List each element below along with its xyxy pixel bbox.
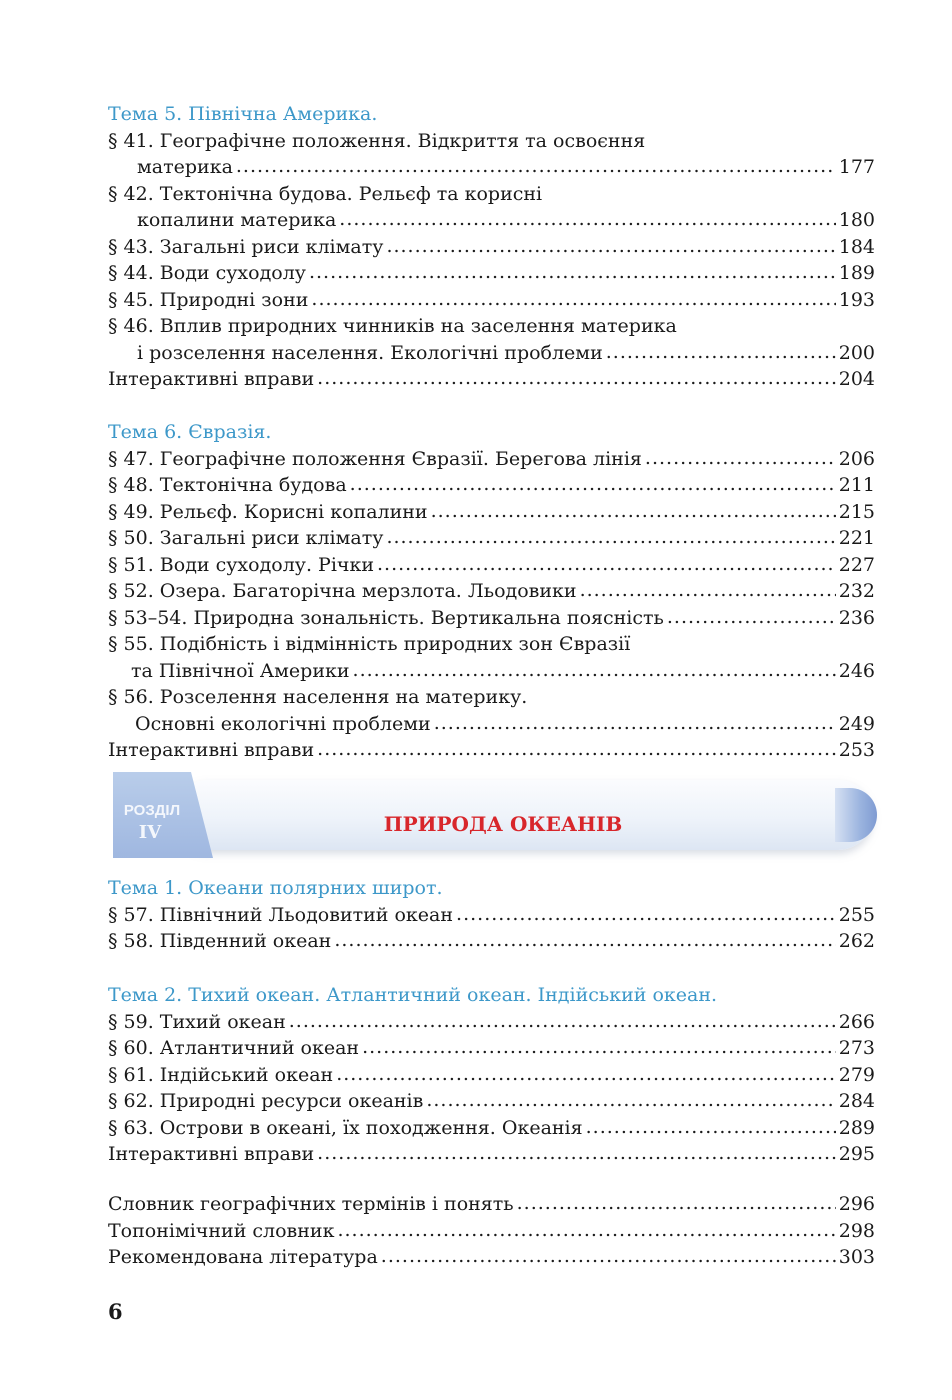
toc-entry-line[interactable] xyxy=(108,260,875,287)
leader-dots xyxy=(645,445,836,472)
entry-title: Словник географічних термінів і понять xyxy=(108,1193,514,1215)
toc-entry-line[interactable] xyxy=(108,631,875,658)
toc-entry-line[interactable] xyxy=(108,1191,875,1218)
toc-entry-line[interactable] xyxy=(108,605,875,632)
leader-dots xyxy=(377,551,836,578)
page-ref: 298 xyxy=(838,1219,875,1242)
leader-dots xyxy=(353,657,836,684)
entry-title-cont: і розселення населення. Екологічні проблеми xyxy=(137,341,603,364)
entry-title: § 58. Південний океан xyxy=(108,930,332,952)
page-ref: 221 xyxy=(838,527,875,549)
toc-entry-line[interactable] xyxy=(108,1062,875,1089)
page-ref: 236 xyxy=(838,606,875,629)
page-ref: 253 xyxy=(838,739,875,761)
leader-dots xyxy=(334,927,835,954)
page-ref: 189 xyxy=(838,262,875,284)
leader-dots xyxy=(667,604,836,631)
entry-title: § 44. Води суходолу xyxy=(108,262,306,284)
page-ref: 262 xyxy=(838,930,875,952)
leader-dots xyxy=(580,577,836,604)
toc-entry-line[interactable] xyxy=(108,1244,875,1271)
toc-entry-line[interactable] xyxy=(108,181,875,208)
entry-title: § 47. Географічне положення Євразії. Берегова лінія xyxy=(108,447,642,470)
page-ref: 193 xyxy=(838,288,875,311)
leader-dots xyxy=(350,471,836,498)
entry-title: § 42. Тектонічна будова. Рельєф та корисні xyxy=(108,182,543,205)
toc-entry-line[interactable] xyxy=(108,578,875,605)
toc-entry-line[interactable] xyxy=(108,499,875,526)
leader-dots xyxy=(434,710,836,737)
toc-entry-line[interactable] xyxy=(108,552,875,579)
section-banner xyxy=(113,772,903,867)
leader-dots xyxy=(289,1008,836,1035)
toc-entry-line[interactable] xyxy=(108,737,875,764)
page-ref: 255 xyxy=(838,903,875,926)
page-ref: 215 xyxy=(838,500,875,523)
page-ref: 284 xyxy=(838,1090,875,1112)
entry-title-cont: та Північної Америки xyxy=(131,659,350,682)
entry-title: Інтерактивні вправи xyxy=(108,368,315,390)
toc-entry-line[interactable] xyxy=(108,928,875,955)
leader-dots xyxy=(311,286,835,313)
entry-title-cont: Основні екологічні проблеми xyxy=(135,712,431,735)
page-ref: 177 xyxy=(838,156,875,178)
leader-dots xyxy=(431,498,836,525)
page-ref: 206 xyxy=(838,447,875,470)
toc-entry-line[interactable] xyxy=(108,711,875,738)
page-ref: 211 xyxy=(838,474,875,496)
entry-title: § 55. Подібність і відмінність природних зон Євразії xyxy=(108,633,631,655)
entry-title: § 41. Географічне положення. Відкриття та освоєння xyxy=(108,129,646,152)
entry-title: § 63. Острови в океані, їх походження. Океанія xyxy=(108,1116,583,1139)
page-ref: 184 xyxy=(838,235,875,258)
toc-entry-line[interactable] xyxy=(108,658,875,685)
entry-title: § 59. Тихий океан xyxy=(108,1010,286,1033)
topic-1-block xyxy=(108,875,875,955)
leader-dots xyxy=(317,1140,836,1167)
page-ref: 296 xyxy=(838,1193,875,1215)
entry-title: § 61. Індійський океан xyxy=(108,1063,334,1086)
leader-dots xyxy=(336,1061,836,1088)
leader-dots xyxy=(309,259,836,286)
entry-title: § 57. Північний Льодовитий океан xyxy=(108,903,454,926)
entry-title: § 62. Природні ресурси океанів xyxy=(108,1090,424,1112)
entry-title: § 53–54. Природна зональність. Вертикальна поясність xyxy=(108,606,664,629)
page-ref: 279 xyxy=(838,1063,875,1086)
banner-end-cap xyxy=(835,788,877,842)
entry-title: Інтерактивні вправи xyxy=(108,739,315,761)
section-title: ПРИРОДА ОКЕАНІВ xyxy=(383,812,623,836)
topic-2-block xyxy=(108,982,875,1168)
entry-title: § 46. Вплив природних чинників на заселення материка xyxy=(108,315,677,337)
page-ref: 200 xyxy=(838,341,875,364)
topic-title: Тема 5. Північна Америка. xyxy=(108,103,378,125)
page-ref: 204 xyxy=(838,368,875,390)
toc-entry-line[interactable] xyxy=(108,446,875,473)
page-ref: 249 xyxy=(838,712,875,735)
section-tab-number: IV xyxy=(138,822,162,843)
toc-entry-line[interactable] xyxy=(108,1035,875,1062)
leader-dots xyxy=(317,365,836,392)
section-tab-label: РОЗДІЛ xyxy=(123,802,181,819)
toc-entry-line[interactable] xyxy=(108,340,875,367)
page-ref: 303 xyxy=(838,1246,875,1268)
leader-dots xyxy=(456,901,836,928)
page-ref: 266 xyxy=(838,1010,875,1033)
leader-dots xyxy=(606,339,836,366)
page-ref: 180 xyxy=(838,209,875,231)
entry-title: § 50. Загальні риси клімату xyxy=(108,527,384,549)
leader-dots xyxy=(236,153,836,180)
entry-title: Топонімічний словник xyxy=(108,1219,335,1242)
entry-title: § 48. Тектонічна будова xyxy=(108,474,347,496)
leader-dots xyxy=(586,1114,836,1141)
entry-title: Інтерактивні вправи xyxy=(108,1143,315,1165)
page-ref: 232 xyxy=(838,580,875,602)
topic-5-block xyxy=(108,101,875,393)
toc-entry-line[interactable] xyxy=(108,1218,875,1245)
toc-entry-line[interactable] xyxy=(108,313,875,340)
leader-dots xyxy=(381,1243,836,1270)
entry-title: § 60. Атлантичний океан xyxy=(108,1037,360,1059)
leader-dots xyxy=(317,736,836,763)
page-ref: 289 xyxy=(838,1116,875,1139)
entry-title: § 43. Загальні риси клімату xyxy=(108,235,384,258)
entry-title-cont: копалини материка xyxy=(137,209,337,231)
leader-dots xyxy=(386,233,835,260)
leader-dots xyxy=(362,1034,836,1061)
toc-entry-line[interactable] xyxy=(108,1009,875,1036)
toc-entry-line[interactable] xyxy=(108,902,875,929)
leader-dots xyxy=(517,1190,836,1217)
toc-entry-line[interactable] xyxy=(108,684,875,711)
toc-entry-line[interactable] xyxy=(108,234,875,261)
topic-6-block xyxy=(108,419,875,764)
entry-title: § 45. Природні зони xyxy=(108,288,309,311)
appendix-block xyxy=(108,1191,875,1271)
leader-dots xyxy=(339,206,835,233)
page-ref: 273 xyxy=(838,1037,875,1059)
entry-title: § 52. Озера. Багаторічна мерзлота. Льодовики xyxy=(108,580,577,602)
leader-dots xyxy=(426,1087,835,1114)
toc-entry-line[interactable] xyxy=(108,1141,875,1168)
entry-title: § 51. Води суходолу. Річки xyxy=(108,553,374,576)
toc-entry-line[interactable] xyxy=(108,525,875,552)
toc-entry-line[interactable] xyxy=(108,472,875,499)
entry-title: Рекомендована література xyxy=(108,1246,378,1268)
page-number: 6 xyxy=(108,1299,123,1324)
toc-entry-line[interactable] xyxy=(108,366,875,393)
topic-title: Тема 6. Євразія. xyxy=(108,421,272,443)
toc-entry-line[interactable] xyxy=(108,128,875,155)
toc-entry-line[interactable] xyxy=(108,287,875,314)
page-ref: 227 xyxy=(838,553,875,576)
leader-dots xyxy=(386,524,835,551)
toc-entry-line[interactable] xyxy=(108,207,875,234)
topic-title: Тема 1. Океани полярних широт. xyxy=(108,877,443,899)
toc-entry-line[interactable] xyxy=(108,154,875,181)
entry-title-cont: материка xyxy=(137,156,233,178)
toc-entry-line[interactable] xyxy=(108,1088,875,1115)
toc-entry-line[interactable] xyxy=(108,1115,875,1142)
leader-dots xyxy=(337,1217,835,1244)
entry-title: § 56. Розселення населення на материку. xyxy=(108,686,528,708)
entry-title: § 49. Рельєф. Корисні копалини xyxy=(108,500,428,523)
topic-title: Тема 2. Тихий океан. Атлантичний океан. Індійський океан. xyxy=(108,984,718,1006)
page-ref: 246 xyxy=(838,659,875,682)
page-ref: 295 xyxy=(838,1143,875,1165)
